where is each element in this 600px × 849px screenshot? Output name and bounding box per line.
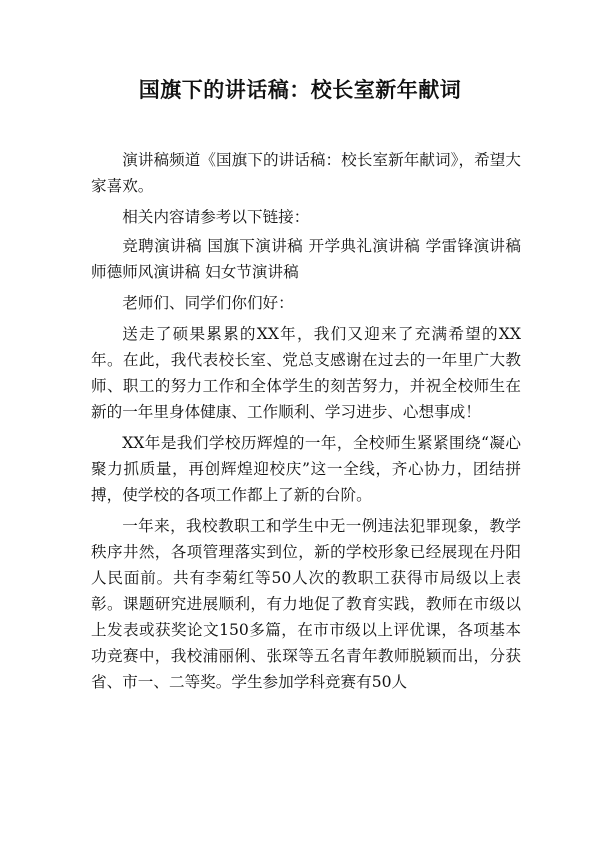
related-links-label: 相关内容请参考以下链接： [122, 208, 310, 226]
body-paragraph: 一年来，我校教职工和学生中无一例违法犯罪现象，教学秩序井然，各项管理落实到位，新的学校形象已经展现在丹阳人民面前。共有李菊红等50人次的教职工获得市局级以上表彰。课题研究进展顺利，有力地促了教育实践，教师在市级以上发表或获奖论文150多篇，在市市级以上评优课，各项基本功竞赛中，我校浦丽俐、张琛等五名青年教师脱颖而出，分获省、市一、二等奖。学生参加学科竞赛有50人 [91, 517, 521, 691]
greeting-paragraph: 老师们、同学们你们好： [122, 294, 294, 312]
document-title: 国旗下的讲话稿：校长室新年献词 [138, 78, 462, 102]
body-paragraph: 送走了硕果累累的XX年，我们又迎来了充满希望的XX年。在此，我代表校长室、党总支感谢在过去的一年里广大教师、职工的努力工作和全体学生的刻苦努力，并祝全校师生在新的一年里身体健康、工作顺利、学习进步、心想事成！ [91, 325, 521, 421]
body-paragraph: XX年是我们学校历辉煌的一年，全校师生紧紧围绕“凝心聚力抓质量，再创辉煌迎校庆”这一全线，齐心协力，团结拼搏，使学校的各项工作都上了新的台阶。 [91, 434, 521, 504]
related-links-list[interactable]: 竞聘演讲稿 国旗下演讲稿 开学典礼演讲稿 学雷锋演讲稿 师德师风演讲稿 妇女节演讲稿 [91, 237, 521, 281]
intro-paragraph: 演讲稿频道《国旗下的讲话稿：校长室新年献词》，希望大家喜欢。 [91, 151, 521, 195]
document-body [91, 147, 521, 695]
